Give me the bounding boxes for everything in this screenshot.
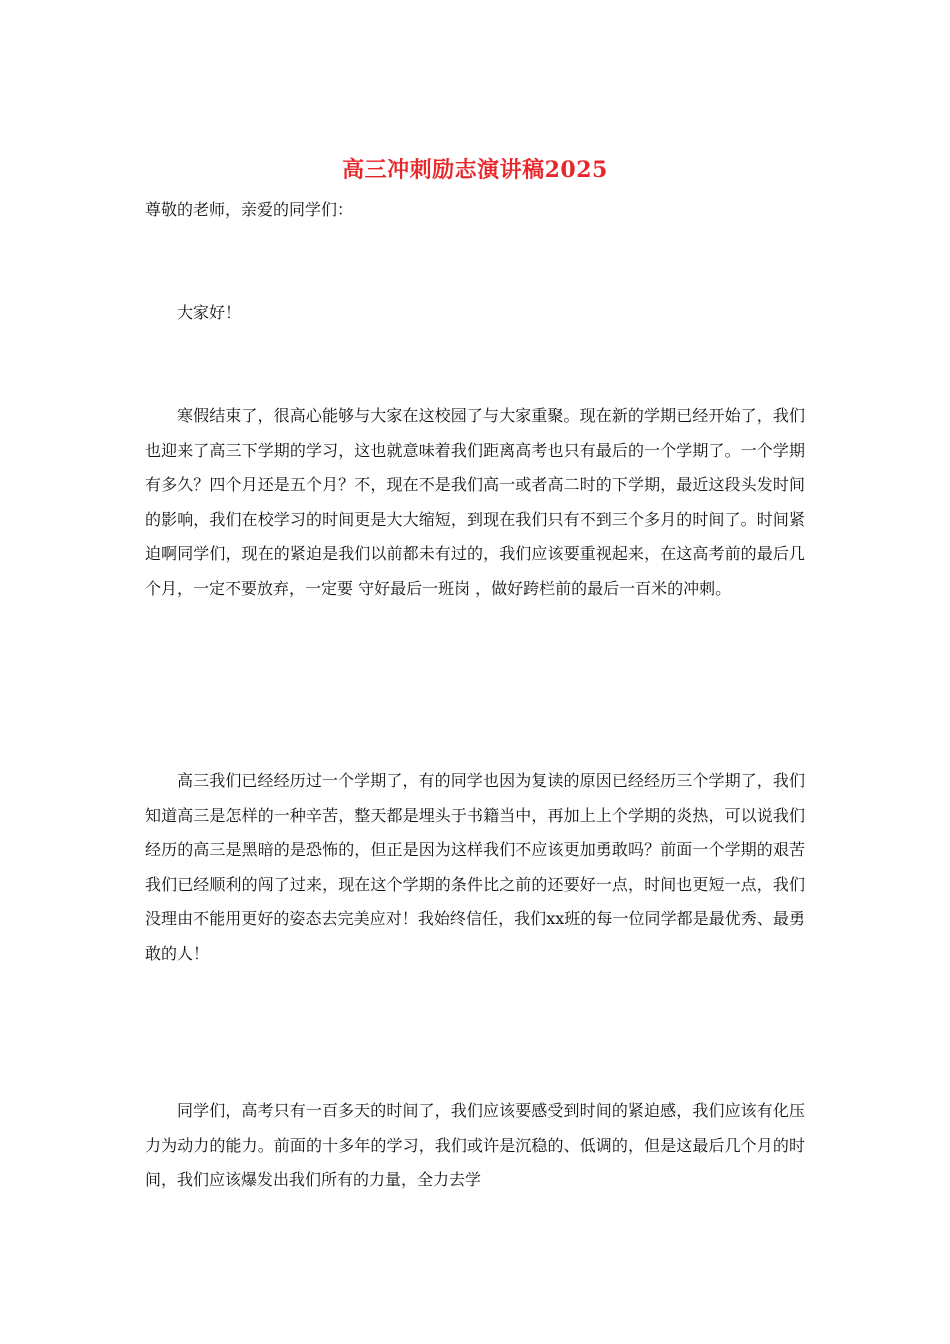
salutation: 尊敬的老师，亲爱的同学们：: [145, 200, 354, 219]
paragraph-2: 高三我们已经经历过一个学期了，有的同学也因为复读的原因已经经历三个学期了，我们知道高三是怎样的一种辛苦，整天都是埋头于书籍当中，再加上上个学期的炎热，可以说我们经历的高三是黑暗的是恐怖的，但正是因为这样我们不应该更加勇敢吗？前面一个学期的艰苦我们已经顺利的闯了过来，现在这个学期的条件比之前的还要好一点，时间也更短一点，我们没理由不能用更好的姿态去完美应对！我始终信任，我们xx班的每一位同学都是最优秀、最勇敢的人！: [145, 771, 805, 963]
paragraph-greeting: 大家好！: [177, 303, 242, 322]
paragraph-1: 寒假结束了，很高心能够与大家在这校园了与大家重聚。现在新的学期已经开始了，我们也迎来了高三下学期的学习，这也就意味着我们距离高考也只有最后的一个学期了。一个学期有多久？四个月还是五个月？不，现在不是我们高一或者高二时的下学期，最近这段头发时间的影响，我们在校学习的时间更是大大缩短，到现在我们只有不到三个多月的时间了。时间紧迫啊同学们，现在的紧迫是我们以前都未有过的，我们应该要重视起来，在这高考前的最后几个月，一定不要放弃，一定要 守好最后一班岗 ，做好跨栏前的最后一百米的冲刺。: [145, 406, 805, 598]
paragraph-3: 同学们，高考只有一百多天的时间了，我们应该要感受到时间的紧迫感，我们应该有化压力为动力的能力。前面的十多年的学习，我们或许是沉稳的、低调的，但是这最后几个月的时间，我们应该爆发出我们所有的力量，全力去学: [145, 1101, 805, 1189]
document-title: 高三冲刺励志演讲稿2025: [342, 157, 608, 183]
